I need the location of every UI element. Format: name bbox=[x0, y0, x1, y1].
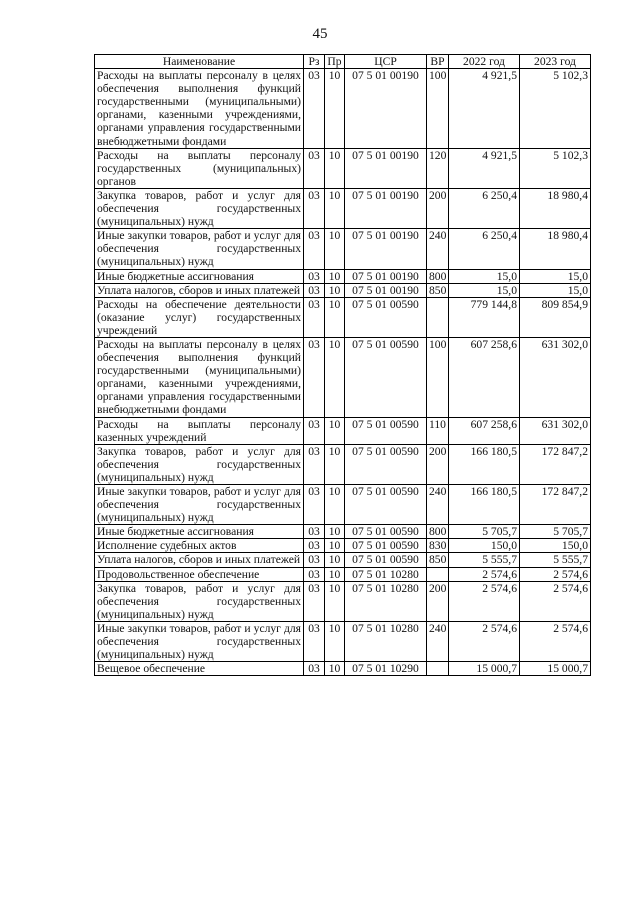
cell-pr: 10 bbox=[325, 148, 345, 188]
table-row bbox=[95, 148, 591, 188]
cell-vr: 200 bbox=[427, 581, 449, 621]
cell-pr: 10 bbox=[325, 567, 345, 581]
cell-amount-2022: 5 555,7 bbox=[449, 553, 520, 567]
cell-name: Закупка товаров, работ и услуг для обеспечения государственных (муниципальных) нужд bbox=[95, 581, 304, 621]
table-row bbox=[95, 188, 591, 228]
cell-vr: 240 bbox=[427, 621, 449, 661]
cell-amount-2022: 150,0 bbox=[449, 539, 520, 553]
table-header-row bbox=[95, 55, 591, 69]
cell-amount-2023: 2 574,6 bbox=[520, 621, 591, 661]
cell-name: Уплата налогов, сборов и иных платежей bbox=[95, 553, 304, 567]
cell-amount-2022: 15 000,7 bbox=[449, 662, 520, 676]
cell-vr: 240 bbox=[427, 229, 449, 269]
table-row bbox=[95, 662, 591, 676]
cell-rz: 03 bbox=[304, 269, 325, 283]
cell-vr: 850 bbox=[427, 553, 449, 567]
cell-amount-2023: 15,0 bbox=[520, 283, 591, 297]
cell-name: Расходы на выплаты персоналу в целях обеспечения выполнения функций государственными (муниципальными) органами, казенными учреждениями, органами управления государственными внебюджетными фондами bbox=[95, 69, 304, 149]
cell-pr: 10 bbox=[325, 581, 345, 621]
cell-csr: 07 5 01 00590 bbox=[345, 297, 427, 337]
cell-amount-2022: 2 574,6 bbox=[449, 621, 520, 661]
cell-vr: 240 bbox=[427, 485, 449, 525]
cell-rz: 03 bbox=[304, 581, 325, 621]
cell-csr: 07 5 01 00190 bbox=[345, 148, 427, 188]
cell-name: Закупка товаров, работ и услуг для обеспечения государственных (муниципальных) нужд bbox=[95, 188, 304, 228]
cell-pr: 10 bbox=[325, 283, 345, 297]
cell-pr: 10 bbox=[325, 662, 345, 676]
table-row bbox=[95, 297, 591, 337]
table-row bbox=[95, 621, 591, 661]
table-row bbox=[95, 417, 591, 444]
cell-csr: 07 5 01 00590 bbox=[345, 417, 427, 444]
cell-amount-2022: 4 921,5 bbox=[449, 148, 520, 188]
cell-name: Иные закупки товаров, работ и услуг для обеспечения государственных (муниципальных) нужд bbox=[95, 485, 304, 525]
cell-vr: 100 bbox=[427, 69, 449, 149]
cell-name: Иные закупки товаров, работ и услуг для обеспечения государственных (муниципальных) нужд bbox=[95, 229, 304, 269]
budget-table bbox=[94, 54, 591, 676]
cell-amount-2023: 172 847,2 bbox=[520, 444, 591, 484]
cell-rz: 03 bbox=[304, 553, 325, 567]
cell-rz: 03 bbox=[304, 417, 325, 444]
cell-pr: 10 bbox=[325, 337, 345, 417]
table-row bbox=[95, 337, 591, 417]
cell-amount-2023: 15 000,7 bbox=[520, 662, 591, 676]
cell-amount-2023: 2 574,6 bbox=[520, 567, 591, 581]
cell-amount-2023: 172 847,2 bbox=[520, 485, 591, 525]
cell-rz: 03 bbox=[304, 188, 325, 228]
cell-amount-2023: 150,0 bbox=[520, 539, 591, 553]
cell-name: Расходы на выплаты персоналу казенных учреждений bbox=[95, 417, 304, 444]
cell-csr: 07 5 01 00190 bbox=[345, 69, 427, 149]
cell-name: Вещевое обеспечение bbox=[95, 662, 304, 676]
cell-amount-2022: 5 705,7 bbox=[449, 525, 520, 539]
cell-amount-2022: 166 180,5 bbox=[449, 444, 520, 484]
cell-pr: 10 bbox=[325, 485, 345, 525]
cell-pr: 10 bbox=[325, 188, 345, 228]
cell-amount-2023: 18 980,4 bbox=[520, 229, 591, 269]
cell-vr: 120 bbox=[427, 148, 449, 188]
cell-pr: 10 bbox=[325, 553, 345, 567]
header-pr: Пр bbox=[325, 55, 345, 69]
cell-amount-2022: 6 250,4 bbox=[449, 188, 520, 228]
cell-pr: 10 bbox=[325, 539, 345, 553]
cell-csr: 07 5 01 00590 bbox=[345, 553, 427, 567]
cell-name: Иные бюджетные ассигнования bbox=[95, 269, 304, 283]
cell-amount-2023: 5 705,7 bbox=[520, 525, 591, 539]
cell-vr: 200 bbox=[427, 188, 449, 228]
cell-amount-2023: 15,0 bbox=[520, 269, 591, 283]
cell-csr: 07 5 01 00190 bbox=[345, 283, 427, 297]
cell-amount-2023: 2 574,6 bbox=[520, 581, 591, 621]
cell-name: Расходы на выплаты персоналу государственных (муниципальных) органов bbox=[95, 148, 304, 188]
cell-amount-2022: 15,0 bbox=[449, 283, 520, 297]
cell-pr: 10 bbox=[325, 229, 345, 269]
cell-rz: 03 bbox=[304, 337, 325, 417]
cell-name: Закупка товаров, работ и услуг для обеспечения государственных (муниципальных) нужд bbox=[95, 444, 304, 484]
cell-pr: 10 bbox=[325, 525, 345, 539]
cell-pr: 10 bbox=[325, 297, 345, 337]
cell-rz: 03 bbox=[304, 525, 325, 539]
cell-pr: 10 bbox=[325, 417, 345, 444]
cell-csr: 07 5 01 00590 bbox=[345, 337, 427, 417]
table-body bbox=[95, 69, 591, 676]
cell-vr bbox=[427, 297, 449, 337]
cell-rz: 03 bbox=[304, 444, 325, 484]
table-row bbox=[95, 525, 591, 539]
cell-amount-2022: 15,0 bbox=[449, 269, 520, 283]
cell-vr: 110 bbox=[427, 417, 449, 444]
cell-vr: 830 bbox=[427, 539, 449, 553]
cell-name: Исполнение судебных актов bbox=[95, 539, 304, 553]
cell-name: Продовольственное обеспечение bbox=[95, 567, 304, 581]
header-year-2022: 2022 год bbox=[449, 55, 520, 69]
cell-rz: 03 bbox=[304, 69, 325, 149]
cell-csr: 07 5 01 00590 bbox=[345, 444, 427, 484]
cell-vr: 800 bbox=[427, 525, 449, 539]
cell-csr: 07 5 01 00590 bbox=[345, 539, 427, 553]
cell-amount-2023: 5 555,7 bbox=[520, 553, 591, 567]
cell-rz: 03 bbox=[304, 539, 325, 553]
cell-rz: 03 bbox=[304, 662, 325, 676]
table-row bbox=[95, 485, 591, 525]
table-row bbox=[95, 553, 591, 567]
cell-pr: 10 bbox=[325, 269, 345, 283]
table-row bbox=[95, 539, 591, 553]
cell-csr: 07 5 01 10280 bbox=[345, 581, 427, 621]
header-rz: Рз bbox=[304, 55, 325, 69]
table-row bbox=[95, 269, 591, 283]
table-row bbox=[95, 567, 591, 581]
cell-rz: 03 bbox=[304, 297, 325, 337]
cell-name: Расходы на обеспечение деятельности (оказание услуг) государственных учреждений bbox=[95, 297, 304, 337]
cell-csr: 07 5 01 10290 bbox=[345, 662, 427, 676]
header-vr: ВР bbox=[427, 55, 449, 69]
cell-amount-2023: 5 102,3 bbox=[520, 69, 591, 149]
cell-amount-2023: 18 980,4 bbox=[520, 188, 591, 228]
cell-rz: 03 bbox=[304, 148, 325, 188]
cell-csr: 07 5 01 00590 bbox=[345, 485, 427, 525]
cell-name: Иные закупки товаров, работ и услуг для обеспечения государственных (муниципальных) нужд bbox=[95, 621, 304, 661]
cell-name: Уплата налогов, сборов и иных платежей bbox=[95, 283, 304, 297]
cell-vr: 850 bbox=[427, 283, 449, 297]
header-csr: ЦСР bbox=[345, 55, 427, 69]
cell-csr: 07 5 01 00590 bbox=[345, 525, 427, 539]
cell-amount-2023: 631 302,0 bbox=[520, 417, 591, 444]
cell-amount-2023: 631 302,0 bbox=[520, 337, 591, 417]
table-row bbox=[95, 69, 591, 149]
cell-vr: 100 bbox=[427, 337, 449, 417]
cell-amount-2022: 6 250,4 bbox=[449, 229, 520, 269]
header-name: Наименование bbox=[95, 55, 304, 69]
cell-vr: 200 bbox=[427, 444, 449, 484]
cell-name: Расходы на выплаты персоналу в целях обеспечения выполнения функций государственными (муниципальными) органами, казенными учреждениями, органами управления государственными внебюджетными фондами bbox=[95, 337, 304, 417]
cell-amount-2023: 809 854,9 bbox=[520, 297, 591, 337]
cell-pr: 10 bbox=[325, 444, 345, 484]
table-row bbox=[95, 581, 591, 621]
table-row bbox=[95, 444, 591, 484]
cell-csr: 07 5 01 10280 bbox=[345, 621, 427, 661]
cell-csr: 07 5 01 10280 bbox=[345, 567, 427, 581]
cell-amount-2022: 166 180,5 bbox=[449, 485, 520, 525]
cell-pr: 10 bbox=[325, 621, 345, 661]
cell-vr: 800 bbox=[427, 269, 449, 283]
cell-csr: 07 5 01 00190 bbox=[345, 229, 427, 269]
cell-rz: 03 bbox=[304, 621, 325, 661]
cell-amount-2022: 779 144,8 bbox=[449, 297, 520, 337]
cell-vr bbox=[427, 567, 449, 581]
cell-vr bbox=[427, 662, 449, 676]
cell-amount-2022: 607 258,6 bbox=[449, 417, 520, 444]
cell-csr: 07 5 01 00190 bbox=[345, 269, 427, 283]
header-year-2023: 2023 год bbox=[520, 55, 591, 69]
cell-amount-2022: 2 574,6 bbox=[449, 567, 520, 581]
cell-csr: 07 5 01 00190 bbox=[345, 188, 427, 228]
cell-amount-2022: 607 258,6 bbox=[449, 337, 520, 417]
cell-rz: 03 bbox=[304, 229, 325, 269]
table-row bbox=[95, 283, 591, 297]
cell-rz: 03 bbox=[304, 567, 325, 581]
page-number: 45 bbox=[312, 26, 328, 42]
cell-amount-2022: 2 574,6 bbox=[449, 581, 520, 621]
table-row bbox=[95, 229, 591, 269]
cell-rz: 03 bbox=[304, 283, 325, 297]
cell-amount-2022: 4 921,5 bbox=[449, 69, 520, 149]
cell-rz: 03 bbox=[304, 485, 325, 525]
cell-name: Иные бюджетные ассигнования bbox=[95, 525, 304, 539]
cell-amount-2023: 5 102,3 bbox=[520, 148, 591, 188]
cell-pr: 10 bbox=[325, 69, 345, 149]
